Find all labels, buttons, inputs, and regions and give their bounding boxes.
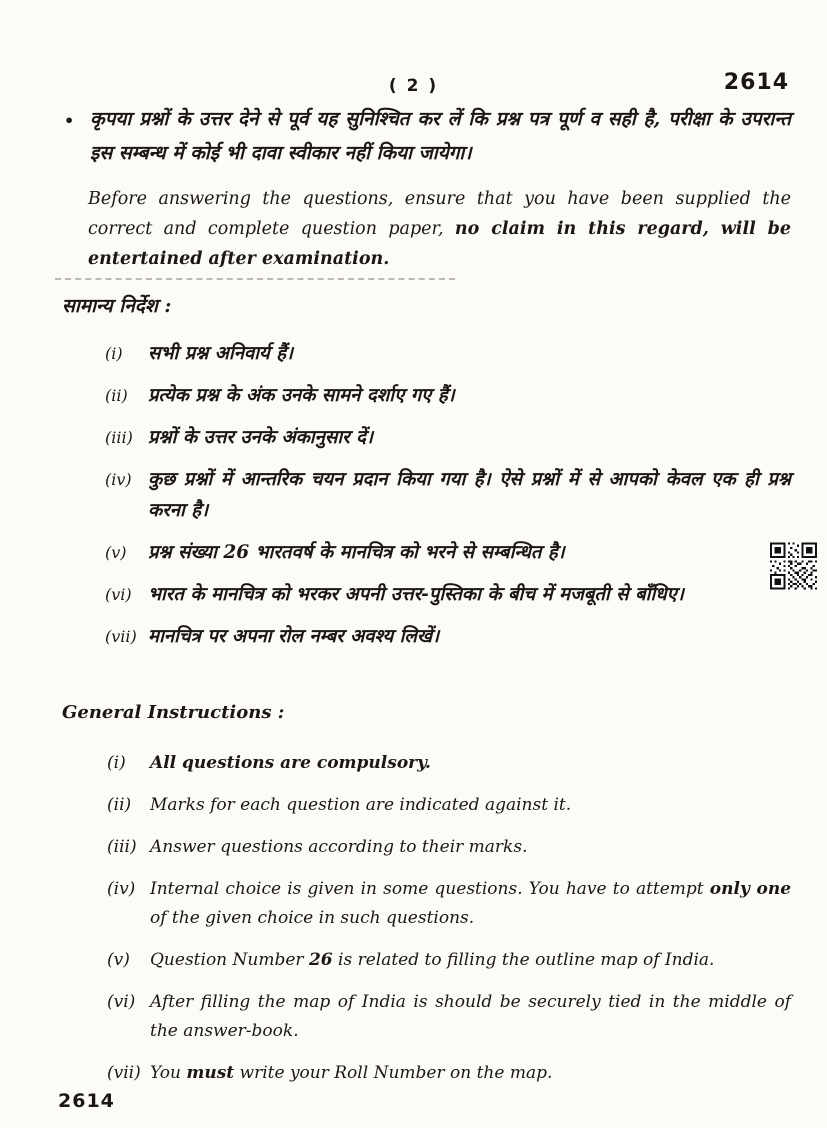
instruction-text [148, 338, 791, 369]
instruction-number: (iii) [105, 428, 133, 447]
instruction-number: (ii) [107, 795, 132, 815]
instruction-item [105, 380, 791, 411]
instruction-number: (i) [107, 753, 126, 773]
instruction-text [150, 988, 791, 1046]
instruction-text [150, 833, 791, 862]
text-segment: सभी प्रश्न अनिवार्य हैं। [148, 343, 294, 364]
instruction-number: (iii) [107, 837, 137, 857]
english-candidate-note [88, 184, 791, 274]
instruction-item [107, 749, 791, 778]
instruction-item [105, 621, 791, 652]
bold-text-segment: must [186, 1063, 235, 1083]
hindi-candidate-note-text [90, 102, 791, 170]
instruction-item [105, 464, 791, 526]
instruction-item [107, 791, 791, 820]
instruction-number: (v) [105, 543, 127, 562]
text-segment: प्रश्न संख्या [148, 542, 224, 563]
text-segment: Question Number [150, 950, 309, 970]
qr-code [770, 542, 817, 590]
instruction-item [107, 988, 791, 1046]
text-segment: Answer questions according to their marks. [150, 837, 528, 857]
paper-code-bottom-left: 2614 [58, 1090, 115, 1112]
instruction-item [107, 1059, 791, 1088]
text-segment: of the given choice in such questions. [150, 908, 475, 928]
instruction-number: (ii) [105, 386, 128, 405]
instruction-text [148, 380, 791, 411]
instruction-number: (vii) [107, 1063, 141, 1083]
text-segment: प्रत्येक प्रश्न के अंक उनके सामने दर्शाए गए हैं। [148, 385, 455, 406]
instruction-number: (i) [105, 344, 123, 363]
instruction-text [150, 875, 791, 933]
hindi-instructions-list [105, 338, 791, 652]
page-number: ( 2 ) [388, 76, 439, 96]
hindi-instructions-heading: सामान्य निर्देश : [62, 295, 172, 317]
text-segment: लिखें। [393, 626, 440, 647]
text-segment: Internal choice is given in some questions. You have to attempt [150, 879, 710, 899]
text-segment: ही प्रश्न करना है। [148, 469, 792, 521]
bullet-icon: • [64, 111, 75, 130]
bold-text-segment: केवल एक [665, 469, 736, 490]
instruction-text [148, 621, 791, 652]
text-segment: Before answering the questions, ensure that you have been supplied the correct and complete question paper, [88, 189, 791, 239]
text-segment: भारत के मानचित्र को भरकर अपनी उत्तर-पुस्तिका के बीच में मजबूती से बाँधिए। [148, 584, 684, 605]
bold-text-segment: 26 [308, 950, 333, 970]
page-content [0, 100, 827, 1101]
bold-text-segment: अवश्य [350, 626, 394, 647]
instruction-text [150, 791, 791, 820]
text-segment: Marks for each question are indicated against it. [150, 795, 572, 815]
instruction-number: (vi) [105, 585, 132, 604]
bold-text-segment: 26 [223, 542, 250, 563]
instruction-text [150, 1059, 791, 1088]
text-segment: You [150, 1063, 187, 1083]
text-segment: भारतवर्ष के मानचित्र को भरने से सम्बन्धित है। [249, 542, 565, 563]
instruction-text [150, 946, 791, 975]
instruction-text [148, 537, 791, 568]
text-segment: मानचित्र पर अपना रोल नम्बर [148, 626, 351, 647]
instruction-number: (vii) [105, 627, 137, 646]
instruction-item [105, 338, 791, 369]
instruction-item [105, 422, 791, 453]
instruction-text [148, 464, 791, 526]
text-segment: प्रश्नों के उत्तर उनके अंकानुसार दें। [148, 427, 374, 448]
instruction-item [105, 537, 791, 568]
text-segment: write your Roll Number on the map. [234, 1063, 553, 1083]
instruction-text [148, 422, 791, 453]
bold-text-segment: no claim in this regard, will be entertained after examination. [88, 219, 791, 269]
instruction-text [148, 579, 791, 610]
text-segment: After filling the map of India is should be securely tied in the middle of the answer-book. [150, 992, 791, 1041]
text-segment: कुछ प्रश्नों में आन्तरिक चयन प्रदान किया गया है। ऐसे प्रश्नों में से आपको [148, 469, 666, 490]
instruction-item [105, 579, 791, 610]
section-divider [55, 278, 455, 280]
bold-text-segment: only one [709, 879, 792, 899]
text-segment: is related to filling the outline map of India. [332, 950, 715, 970]
instruction-text [150, 749, 791, 778]
paper-code-top-right: 2614 [723, 70, 789, 95]
instruction-number: (iv) [107, 879, 136, 899]
instruction-item [107, 875, 791, 933]
instruction-number: (v) [107, 950, 130, 970]
instruction-item [107, 946, 791, 975]
bold-text-segment: कृपया प्रश्नों के उत्तर देने से पूर्व यह सुनिश्चित कर लें कि प्रश्न पत्र पूर्ण व सही है, परीक्षा के उपरान्त इस सम्बन्ध में कोई भी दावा स्वीकार नहीं किया जायेगा। [90, 108, 791, 164]
bold-text-segment: All questions are compulsory. [150, 753, 431, 773]
hindi-candidate-note [64, 102, 791, 170]
instruction-number: (iv) [105, 470, 132, 489]
instruction-item [107, 833, 791, 862]
instruction-number: (vi) [107, 992, 136, 1012]
english-instructions-list [107, 749, 791, 1088]
english-instructions-heading: General Instructions : [62, 702, 285, 723]
